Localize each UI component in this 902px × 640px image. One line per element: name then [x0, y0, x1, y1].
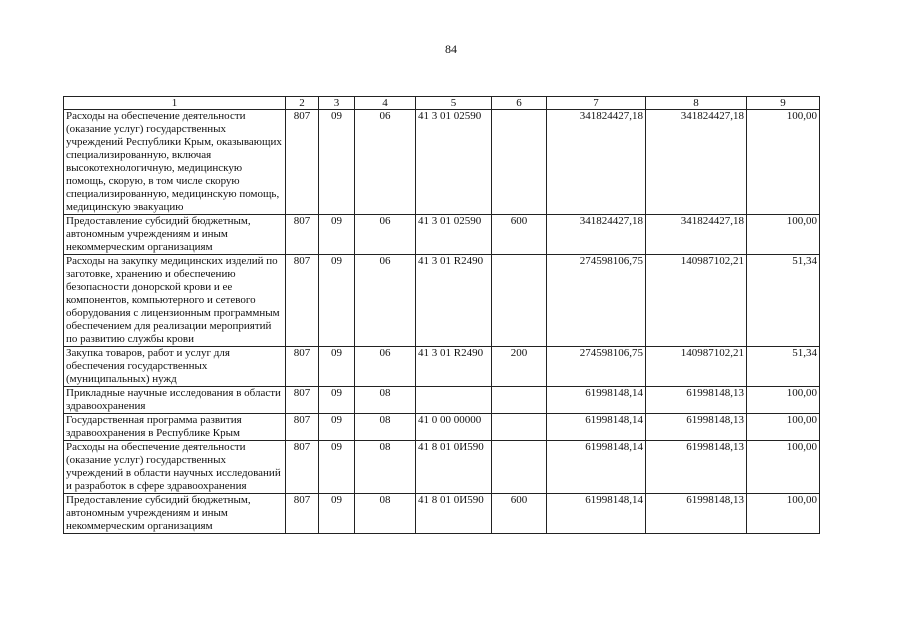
row-name: Расходы на закупку медицинских изделий по заготовке, хранению и обеспечению безопасности донорской крови и ее компонентов, компьютерного и сетевого оборудования с лицензионным программным обеспечением для реализации мероприятий по развитию службы крови [64, 255, 286, 347]
cell-actual-amount: 140987102,21 [646, 255, 747, 347]
cell-planned-amount: 274598106,75 [547, 255, 646, 347]
cell-expense-type [492, 414, 547, 441]
column-header: 9 [747, 97, 820, 110]
cell-section: 09 [319, 414, 355, 441]
cell-ministry: 807 [286, 387, 319, 414]
cell-planned-amount: 274598106,75 [547, 347, 646, 387]
cell-subsection: 08 [355, 414, 416, 441]
row-name: Закупка товаров, работ и услуг для обеспечения государственных (муниципальных) нужд [64, 347, 286, 387]
cell-actual-amount: 341824427,18 [646, 215, 747, 255]
column-header: 1 [64, 97, 286, 110]
cell-target-article: 41 3 01 R2490 [416, 255, 492, 347]
cell-expense-type [492, 255, 547, 347]
cell-expense-type [492, 387, 547, 414]
cell-expense-type: 200 [492, 347, 547, 387]
table-row [64, 255, 820, 347]
row-name: Государственная программа развития здравоохранения в Республике Крым [64, 414, 286, 441]
cell-subsection: 06 [355, 215, 416, 255]
cell-section: 09 [319, 110, 355, 215]
cell-subsection: 06 [355, 347, 416, 387]
row-name: Предоставление субсидий бюджетным, автономным учреждениям и иным некоммерческим организациям [64, 215, 286, 255]
column-header: 7 [547, 97, 646, 110]
cell-subsection: 08 [355, 494, 416, 534]
budget-table [63, 96, 820, 534]
cell-ministry: 807 [286, 255, 319, 347]
table-row [64, 215, 820, 255]
cell-target-article: 41 3 01 02590 [416, 110, 492, 215]
column-header: 6 [492, 97, 547, 110]
table-row [64, 387, 820, 414]
cell-target-article: 41 0 00 00000 [416, 414, 492, 441]
cell-actual-amount: 61998148,13 [646, 387, 747, 414]
cell-percent: 51,34 [747, 347, 820, 387]
row-name: Предоставление субсидий бюджетным, автономным учреждениям и иным некоммерческим организациям [64, 494, 286, 534]
column-header: 2 [286, 97, 319, 110]
cell-actual-amount: 61998148,13 [646, 414, 747, 441]
cell-actual-amount: 140987102,21 [646, 347, 747, 387]
cell-planned-amount: 341824427,18 [547, 215, 646, 255]
cell-subsection: 06 [355, 255, 416, 347]
header-row [64, 97, 820, 110]
row-name: Расходы на обеспечение деятельности (оказание услуг) государственных учреждений в области научных исследований и разработок в сфере здравоохранения [64, 441, 286, 494]
page-number: 84 [445, 42, 457, 56]
table-row [64, 347, 820, 387]
row-name: Прикладные научные исследования в области здравоохранения [64, 387, 286, 414]
cell-section: 09 [319, 347, 355, 387]
cell-expense-type: 600 [492, 215, 547, 255]
column-header: 8 [646, 97, 747, 110]
cell-target-article: 41 8 01 0И590 [416, 494, 492, 534]
cell-subsection: 08 [355, 387, 416, 414]
cell-percent: 51,34 [747, 255, 820, 347]
cell-percent: 100,00 [747, 414, 820, 441]
cell-section: 09 [319, 387, 355, 414]
cell-percent: 100,00 [747, 215, 820, 255]
cell-subsection: 08 [355, 441, 416, 494]
cell-planned-amount: 341824427,18 [547, 110, 646, 215]
cell-ministry: 807 [286, 414, 319, 441]
cell-percent: 100,00 [747, 387, 820, 414]
cell-target-article: 41 3 01 02590 [416, 215, 492, 255]
cell-planned-amount: 61998148,14 [547, 441, 646, 494]
cell-percent: 100,00 [747, 494, 820, 534]
cell-ministry: 807 [286, 215, 319, 255]
column-header: 4 [355, 97, 416, 110]
cell-planned-amount: 61998148,14 [547, 414, 646, 441]
column-header: 5 [416, 97, 492, 110]
cell-planned-amount: 61998148,14 [547, 494, 646, 534]
cell-expense-type: 600 [492, 494, 547, 534]
table-row [64, 494, 820, 534]
cell-section: 09 [319, 441, 355, 494]
table-row [64, 414, 820, 441]
cell-actual-amount: 61998148,13 [646, 494, 747, 534]
cell-actual-amount: 341824427,18 [646, 110, 747, 215]
cell-actual-amount: 61998148,13 [646, 441, 747, 494]
table-row [64, 441, 820, 494]
cell-planned-amount: 61998148,14 [547, 387, 646, 414]
cell-section: 09 [319, 215, 355, 255]
cell-section: 09 [319, 255, 355, 347]
cell-expense-type [492, 110, 547, 215]
cell-ministry: 807 [286, 110, 319, 215]
cell-target-article: 41 8 01 0И590 [416, 441, 492, 494]
cell-expense-type [492, 441, 547, 494]
table-row [64, 110, 820, 215]
cell-target-article [416, 387, 492, 414]
cell-percent: 100,00 [747, 110, 820, 215]
cell-ministry: 807 [286, 441, 319, 494]
cell-percent: 100,00 [747, 441, 820, 494]
cell-ministry: 807 [286, 494, 319, 534]
row-name: Расходы на обеспечение деятельности (оказание услуг) государственных учреждений Республики Крым, оказывающих специализированную, включая высокотехнологичную, медицинскую помощь, скорую, в том числе скорую специализированную, медицинскую помощь, медицинскую эвакуацию [64, 110, 286, 215]
column-header: 3 [319, 97, 355, 110]
cell-section: 09 [319, 494, 355, 534]
cell-subsection: 06 [355, 110, 416, 215]
cell-target-article: 41 3 01 R2490 [416, 347, 492, 387]
cell-ministry: 807 [286, 347, 319, 387]
